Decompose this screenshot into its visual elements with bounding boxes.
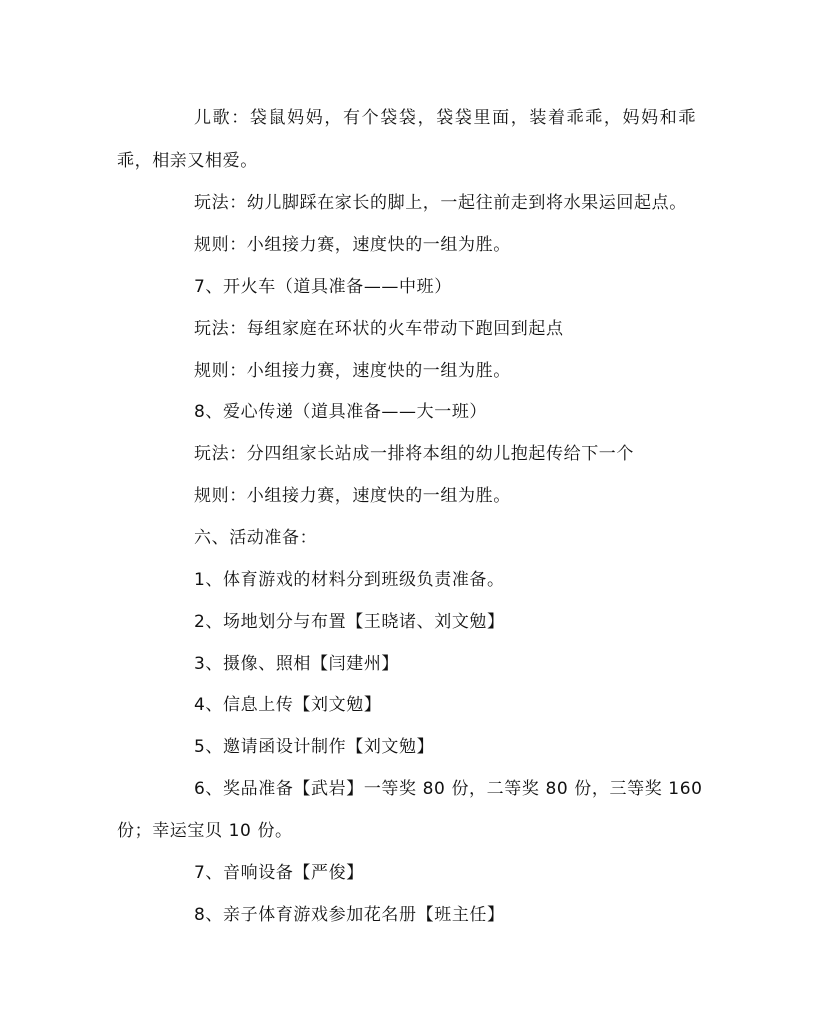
- text-line: 7、开火车（道具准备——中班）: [194, 277, 452, 297]
- list-item: 3、摄像、照相【闫建州】: [194, 654, 400, 674]
- text-line: 玩法：每组家庭在环状的火车带动下跑回到起点: [194, 319, 564, 339]
- list-item-continuation: 份；幸运宝贝 10 份。: [117, 821, 293, 841]
- list-item: 8、亲子体育游戏参加花名册【班主任】: [194, 905, 505, 925]
- text-line: 乖，相亲又相爱。: [117, 151, 258, 171]
- section-heading: 六、活动准备：: [194, 528, 318, 548]
- text-line: 8、爱心传递（道具准备——大一班）: [194, 402, 488, 422]
- list-item: 5、邀请函设计制作【刘文勉】: [194, 737, 435, 757]
- text-line: 玩法：分四组家长站成一排将本组的幼儿抱起传给下一个: [194, 444, 634, 464]
- list-item: 7、音响设备【严俊】: [194, 863, 364, 883]
- text-line: 儿歌：袋鼠妈妈，有个袋袋，袋袋里面，装着乖乖，妈妈和乖: [194, 108, 696, 128]
- list-item: 1、体育游戏的材料分到班级负责准备。: [194, 570, 505, 590]
- list-item: 2、场地划分与布置【王晓诸、刘文勉】: [194, 612, 505, 632]
- text-line: 规则：小组接力赛，速度快的一组为胜。: [194, 235, 511, 255]
- text-line: 玩法：幼儿脚踩在家长的脚上，一起往前走到将水果运回起点。: [194, 193, 687, 213]
- list-item: 6、奖品准备【武岩】一等奖 80 份，二等奖 80 份，三等奖 160: [194, 779, 703, 799]
- text-line: 规则：小组接力赛，速度快的一组为胜。: [194, 486, 511, 506]
- list-item: 4、信息上传【刘文勉】: [194, 695, 382, 715]
- text-line: 规则：小组接力赛，速度快的一组为胜。: [194, 361, 511, 381]
